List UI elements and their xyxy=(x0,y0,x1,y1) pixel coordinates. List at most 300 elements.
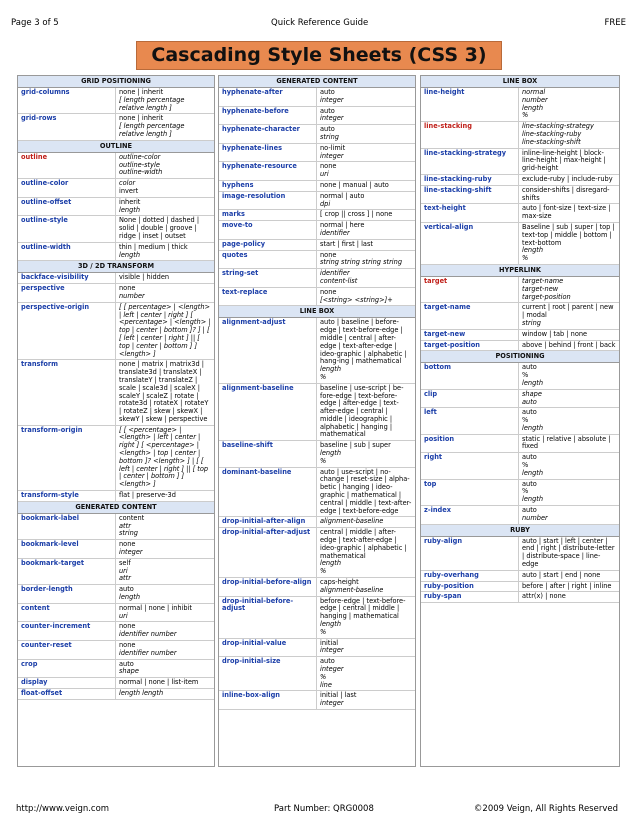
property-value: inline-line-height | block-line-height | max-height | grid-height xyxy=(522,148,606,173)
column-2 xyxy=(218,75,416,767)
property-values xyxy=(519,435,619,453)
property-name: alignment-baseline xyxy=(219,384,317,441)
property-name: perspective xyxy=(18,284,116,302)
property-values xyxy=(317,192,415,210)
property-value: % xyxy=(522,487,529,496)
property-name: right xyxy=(421,453,519,478)
property-value: auto | start | end | none xyxy=(522,570,601,579)
property-name: left xyxy=(421,408,519,433)
property-value: string xyxy=(522,318,541,327)
property-row xyxy=(219,578,415,597)
property-value: % xyxy=(320,627,327,636)
property-value: auto | start | left | center | end | right | distribute-letter | distribute-space | line-edge xyxy=(522,536,615,569)
section-header: OUTLINE xyxy=(18,141,214,153)
property-row xyxy=(18,689,214,700)
property-value: start | first | last xyxy=(320,239,373,248)
property-value: caps-height xyxy=(320,578,359,587)
section-header: POSITIONING xyxy=(421,351,619,363)
property-values xyxy=(317,441,415,466)
property-name: outline-color xyxy=(18,179,116,197)
property-value: attr(x) | none xyxy=(522,592,566,601)
property-value: color xyxy=(119,179,136,188)
property-value: length xyxy=(119,205,141,214)
property-row xyxy=(18,678,214,689)
property-value: before | after | right | inline xyxy=(522,581,612,590)
property-value: % xyxy=(522,111,529,120)
property-name: hyphens xyxy=(219,181,317,191)
price-label: FREE xyxy=(604,18,626,28)
property-row xyxy=(421,435,619,454)
property-value: [ [ <percentage> | <length> | left | center | right ] [ <percentage> | <length> | top | center | bottom ]? <length> ] | [ [ left | center | right ] || [ top | center | bottom ] ] <length> ] xyxy=(119,425,209,489)
property-row xyxy=(421,571,619,582)
property-value: line xyxy=(320,680,332,689)
property-value: outline-color xyxy=(119,152,161,161)
property-row xyxy=(18,216,214,242)
property-values xyxy=(116,514,214,539)
property-value: auto xyxy=(522,479,537,488)
property-name: crop xyxy=(18,660,116,678)
property-name: top xyxy=(421,480,519,505)
property-value: none | matrix | matrix3d | translate3d | translateX | translateY | translateZ | scale | scale3d | scaleX | scaleY | scaleZ | rotate | rotate3d | rotateX | rotateY | rotateZ | skew | skewX | skewY | skew | perspective xyxy=(119,360,209,423)
property-value: % xyxy=(522,254,529,263)
property-value: outline-width xyxy=(119,168,163,177)
property-name: image-resolution xyxy=(219,192,317,210)
section-header: GENERATED CONTENT xyxy=(219,76,415,88)
property-name: target-new xyxy=(421,330,519,340)
property-value: consider-shifts | disregard-shifts xyxy=(522,185,610,202)
property-values xyxy=(317,144,415,162)
property-row xyxy=(18,360,214,425)
property-name: bookmark-target xyxy=(18,559,116,584)
property-value: auto xyxy=(320,125,335,134)
property-value: flat | preserve-3d xyxy=(119,491,176,500)
property-row xyxy=(219,162,415,181)
property-value: auto xyxy=(320,106,335,115)
property-value: integer xyxy=(320,114,344,123)
property-values xyxy=(116,198,214,216)
property-row xyxy=(219,517,415,528)
property-row xyxy=(421,186,619,205)
property-value: auto xyxy=(320,88,335,96)
property-value: auto | font-size | text-size | max-size xyxy=(522,204,611,221)
property-row xyxy=(219,221,415,240)
property-row xyxy=(421,537,619,571)
property-values xyxy=(116,678,214,688)
property-values xyxy=(519,537,619,570)
property-row xyxy=(219,528,415,578)
property-values xyxy=(519,506,619,524)
property-row xyxy=(421,223,619,265)
property-values xyxy=(116,426,214,490)
property-value: target-position xyxy=(522,292,571,301)
property-value: line-stacking-ruby xyxy=(522,129,582,138)
property-value: initial | last xyxy=(320,691,357,700)
property-row xyxy=(421,363,619,389)
property-value: None | dotted | dashed | solid | double | groove | ridge | inset | outset xyxy=(119,216,200,240)
property-values xyxy=(519,277,619,302)
property-name: page-policy xyxy=(219,240,317,250)
property-values xyxy=(116,585,214,603)
property-name: content xyxy=(18,604,116,622)
copyright: ©2009 Veign, All Rights Reserved xyxy=(473,804,618,814)
property-values xyxy=(116,284,214,302)
property-name: drop-initial-after-adjust xyxy=(219,528,317,577)
property-row xyxy=(219,240,415,251)
property-name: ruby-span xyxy=(421,592,519,602)
property-value: normal | here xyxy=(320,221,365,230)
property-value: none xyxy=(320,287,337,296)
property-value: % xyxy=(522,416,529,425)
property-values xyxy=(116,88,214,113)
property-name: dominant-baseline xyxy=(219,468,317,517)
property-name: target xyxy=(421,277,519,302)
property-value: Baseline | sub | super | top | text-top | middle | bottom | text-bottom xyxy=(522,222,615,247)
property-name: bottom xyxy=(421,363,519,388)
property-name: text-replace xyxy=(219,288,317,306)
property-values xyxy=(317,578,415,596)
property-value: [ length percentage relative length ] xyxy=(119,122,185,138)
property-name: drop-initial-before-align xyxy=(219,578,317,596)
property-name: hyphenate-resource xyxy=(219,162,317,180)
property-name: ruby-align xyxy=(421,537,519,570)
property-value: before-edge | text-before-edge | central | middle | hanging | mathematical xyxy=(320,596,406,621)
property-row xyxy=(421,175,619,186)
property-value: integer xyxy=(119,548,143,557)
property-value: uri xyxy=(119,611,128,620)
property-value: auto | baseline | before-edge | text-before-edge | middle | central | after-edge | text-after-edge | ideo-graphic | alphabetic | hang-ing | mathematical xyxy=(320,318,407,366)
property-value: string xyxy=(119,529,138,538)
property-value: none xyxy=(119,540,136,549)
property-value: window | tab | none xyxy=(522,329,588,338)
property-row xyxy=(18,153,214,179)
property-values xyxy=(519,303,619,328)
property-name: hyphenate-after xyxy=(219,88,317,106)
property-value: % xyxy=(320,567,327,576)
property-values xyxy=(317,318,415,382)
property-value: string xyxy=(320,132,339,141)
property-value: length xyxy=(522,423,544,432)
property-value: auto xyxy=(320,657,335,666)
property-value: current | root | parent | new | modal xyxy=(522,303,614,320)
property-value: length xyxy=(320,559,342,568)
property-value: central | middle | after-edge | text-after-edge | ideo-graphic | alphabetic | mathematical xyxy=(320,528,407,560)
page-footer xyxy=(16,804,618,816)
property-row xyxy=(18,491,214,502)
property-values xyxy=(519,408,619,433)
property-value: [ crop || cross ] | none xyxy=(320,210,393,219)
property-value: exclude-ruby | include-ruby xyxy=(522,174,613,183)
property-row xyxy=(219,88,415,107)
property-value: auto xyxy=(119,585,134,594)
property-value: string string string string xyxy=(320,258,403,267)
section-header: 3D / 2D TRANSFORM xyxy=(18,261,214,273)
property-value: identifier xyxy=(320,269,350,278)
property-values xyxy=(519,175,619,185)
property-values xyxy=(116,660,214,678)
property-values xyxy=(317,517,415,527)
property-values xyxy=(519,363,619,388)
property-value: integer xyxy=(320,665,344,673)
property-name: outline-width xyxy=(18,243,116,261)
property-value: number xyxy=(119,291,145,300)
property-values xyxy=(116,360,214,424)
property-value: integer xyxy=(320,95,344,104)
property-value: visible | hidden xyxy=(119,273,170,282)
property-name: transform xyxy=(18,360,116,424)
property-value: [ [ percentage> | <length> | left | center | right ] [ <percentage> | <length> | top | center | bottom ]? ] | [ [ left | center | right ] || [ top | center | bottom ] ] <length> ] xyxy=(119,302,211,358)
property-value: alignment-baseline xyxy=(320,585,384,594)
property-values xyxy=(317,639,415,657)
section-header: HYPERLINK xyxy=(421,265,619,277)
property-row xyxy=(219,441,415,467)
property-values xyxy=(317,125,415,143)
property-row xyxy=(219,181,415,192)
section-header: RUBY xyxy=(421,525,619,537)
property-values xyxy=(317,468,415,517)
property-values xyxy=(519,453,619,478)
property-value: none xyxy=(320,250,337,259)
property-name: ruby-overhang xyxy=(421,571,519,581)
property-values xyxy=(317,269,415,287)
property-value: outline-style xyxy=(119,160,160,169)
property-value: % xyxy=(522,461,529,470)
property-value: uri xyxy=(320,170,329,179)
property-value: line-stacking-strategy xyxy=(522,122,594,131)
property-value: integer xyxy=(320,699,344,708)
property-values xyxy=(519,480,619,505)
property-value: integer xyxy=(320,646,344,655)
part-number: Part Number: QRG0008 xyxy=(274,804,374,814)
property-value: none xyxy=(119,284,136,293)
property-name: clip xyxy=(421,390,519,408)
property-value: none xyxy=(119,641,136,650)
property-row xyxy=(421,592,619,603)
property-value: none | inherit xyxy=(119,114,164,123)
property-row xyxy=(219,597,415,639)
property-name: line-stacking-ruby xyxy=(421,175,519,185)
section-header: GENERATED CONTENT xyxy=(18,502,214,514)
property-values xyxy=(519,88,619,121)
property-name: baseline-shift xyxy=(219,441,317,466)
property-row xyxy=(219,144,415,163)
property-row xyxy=(18,88,214,114)
property-name: perspective-origin xyxy=(18,303,116,360)
property-values xyxy=(519,390,619,408)
property-value: normal | none | list-item xyxy=(119,678,199,687)
property-row xyxy=(219,468,415,518)
property-row xyxy=(18,660,214,679)
property-value: attr xyxy=(119,521,131,530)
property-row xyxy=(421,303,619,329)
property-row xyxy=(18,585,214,604)
property-name: counter-increment xyxy=(18,622,116,640)
footer-url[interactable]: http://www.veign.com xyxy=(16,804,110,814)
property-value: none | manual | auto xyxy=(320,180,389,189)
property-row xyxy=(421,204,619,223)
property-value: auto | use-script | no-change | reset-size | alpha-betic | hanging | ideo-graphic | mathematical | central | middle | text-after-edge | text-before-edge xyxy=(320,467,412,515)
property-value: length xyxy=(522,246,544,255)
property-row xyxy=(219,251,415,270)
column-3 xyxy=(420,75,620,767)
property-value: inherit xyxy=(119,197,141,206)
page-title: Cascading Style Sheets (CSS 3) xyxy=(136,41,502,70)
column-1 xyxy=(17,75,215,767)
property-value: [ length percentage relative length ] xyxy=(119,95,185,112)
property-value: length xyxy=(522,468,544,477)
section-header: GRID POSITIONING xyxy=(18,76,214,88)
property-name: vertical-align xyxy=(421,223,519,264)
property-values xyxy=(519,149,619,174)
property-value: static | relative | absolute | fixed xyxy=(522,434,611,451)
property-row xyxy=(18,426,214,491)
property-name: line-stacking-shift xyxy=(421,186,519,204)
property-value: shape xyxy=(119,667,139,676)
property-name: drop-initial-size xyxy=(219,657,317,690)
property-value: none | inherit xyxy=(119,88,164,96)
property-name: target-name xyxy=(421,303,519,328)
property-row xyxy=(18,198,214,217)
property-name: inline-box-align xyxy=(219,691,317,709)
property-row xyxy=(18,114,214,140)
property-value: target-name xyxy=(522,276,564,285)
property-value: number xyxy=(522,513,548,522)
property-row xyxy=(18,284,214,303)
property-values xyxy=(116,243,214,261)
property-value: shape xyxy=(522,389,542,398)
property-name: transform-style xyxy=(18,491,116,501)
property-value: length xyxy=(320,449,342,458)
property-values xyxy=(317,251,415,269)
property-value: length xyxy=(522,378,544,387)
property-row xyxy=(18,303,214,361)
property-value: number xyxy=(522,95,548,104)
property-value: self xyxy=(119,558,131,567)
property-name: ruby-position xyxy=(421,582,519,592)
property-value: identifier number xyxy=(119,630,177,639)
property-value: length xyxy=(320,365,342,374)
property-row xyxy=(18,641,214,660)
property-values xyxy=(317,528,415,577)
property-value: auto xyxy=(119,659,134,668)
property-name: marks xyxy=(219,210,317,220)
property-value: % xyxy=(320,672,327,681)
property-name: outline-style xyxy=(18,216,116,241)
property-value: length xyxy=(522,495,544,504)
property-values xyxy=(519,186,619,204)
property-name: line-stacking-strategy xyxy=(421,149,519,174)
property-value: length xyxy=(522,103,544,112)
property-value: uri xyxy=(119,566,128,575)
property-values xyxy=(116,622,214,640)
property-value: % xyxy=(320,456,327,465)
property-values xyxy=(317,221,415,239)
property-value: no-limit xyxy=(320,143,346,152)
section-header: LINE BOX xyxy=(219,306,415,318)
property-values xyxy=(116,303,214,360)
property-row xyxy=(421,408,619,434)
property-value: target-new xyxy=(522,284,559,293)
property-name: bookmark-label xyxy=(18,514,116,539)
property-row xyxy=(219,691,415,710)
property-value: identifier xyxy=(320,228,350,237)
property-name: grid-columns xyxy=(18,88,116,113)
property-row xyxy=(18,540,214,559)
property-value: auto xyxy=(522,408,537,417)
property-value: thin | medium | thick xyxy=(119,242,188,251)
property-value: auto xyxy=(522,363,537,372)
property-values xyxy=(317,210,415,220)
property-value: line-stacking-shift xyxy=(522,137,581,146)
property-values xyxy=(116,559,214,584)
property-name: display xyxy=(18,678,116,688)
property-name: counter-reset xyxy=(18,641,116,659)
property-name: target-position xyxy=(421,341,519,351)
property-value: identifier number xyxy=(119,648,177,657)
property-values xyxy=(317,240,415,250)
property-values xyxy=(317,597,415,638)
property-name: hyphenate-character xyxy=(219,125,317,143)
property-values xyxy=(116,641,214,659)
property-values xyxy=(116,153,214,178)
property-value: integer xyxy=(320,151,344,160)
property-value: alignment-baseline xyxy=(320,517,384,526)
property-value: auto xyxy=(522,506,537,515)
property-row xyxy=(219,210,415,221)
property-row xyxy=(421,88,619,122)
property-row xyxy=(219,288,415,307)
property-row xyxy=(421,506,619,525)
property-values xyxy=(317,384,415,441)
property-value: length xyxy=(119,250,141,259)
property-values xyxy=(519,204,619,222)
property-row xyxy=(219,107,415,126)
property-row xyxy=(18,514,214,540)
property-name: string-set xyxy=(219,269,317,287)
property-values xyxy=(116,689,214,699)
property-name: grid-rows xyxy=(18,114,116,139)
property-name: border-length xyxy=(18,585,116,603)
property-name: text-height xyxy=(421,204,519,222)
property-row xyxy=(421,480,619,506)
guide-label: Quick Reference Guide xyxy=(271,18,369,28)
property-row xyxy=(18,179,214,198)
property-values xyxy=(317,691,415,709)
page-header xyxy=(11,18,626,32)
property-row xyxy=(219,269,415,288)
property-value: normal | none | inhibit xyxy=(119,603,193,612)
property-name: hyphenate-lines xyxy=(219,144,317,162)
property-value: length length xyxy=(119,689,164,697)
property-value: invert xyxy=(119,186,139,195)
property-values xyxy=(116,604,214,622)
property-value: content-list xyxy=(320,276,358,285)
property-name: outline-offset xyxy=(18,198,116,216)
property-values xyxy=(317,181,415,191)
property-name: float-offset xyxy=(18,689,116,699)
property-row xyxy=(421,149,619,175)
property-values xyxy=(116,216,214,241)
property-value: dpi xyxy=(320,199,331,208)
property-value: % xyxy=(320,372,327,381)
property-name: quotes xyxy=(219,251,317,269)
property-row xyxy=(219,192,415,211)
property-values xyxy=(116,491,214,501)
property-value: length xyxy=(320,620,342,629)
page-number: Page 3 of 5 xyxy=(11,18,59,28)
property-row xyxy=(421,122,619,148)
property-row xyxy=(421,582,619,593)
property-name: position xyxy=(421,435,519,453)
